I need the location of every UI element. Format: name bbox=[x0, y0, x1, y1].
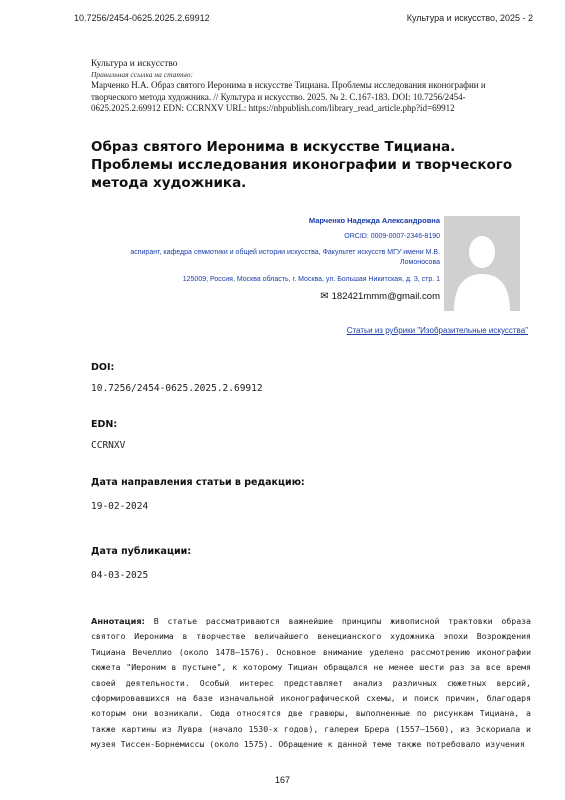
citation-reference: Марченко Н.А. Образ святого Иеронима в искусстве Тициана. Проблемы исследования иконографии и творческого метода художника. // Культура и искусство. 2025. № 2. С.167-183. DOI: 10.7256/2454-0625.2025.2.69912 EDN: CCRNXV URL: https://nbpublish.com/library_read_article.php?id=69912 bbox=[91, 80, 486, 113]
author-avatar bbox=[444, 216, 520, 311]
abstract-label: Аннотация: bbox=[91, 616, 145, 626]
author-affiliation: аспирант, кафедра семиотики и общей истории искусства, Факультет искусств МГУ имени М.В. Ломоносова bbox=[130, 249, 440, 266]
running-header-doi: 10.7256/2454-0625.2025.2.69912 bbox=[74, 13, 210, 23]
author-block bbox=[110, 216, 440, 302]
submitted-label: Дата направления статьи в редакцию: bbox=[91, 477, 305, 488]
author-email-text[interactable]: 182421mmm@gmail.com bbox=[331, 291, 440, 302]
running-header-journal: Культура и искусство, 2025 - 2 bbox=[406, 13, 533, 23]
citation-journal: Культура и искусство bbox=[91, 59, 178, 69]
citation-block bbox=[91, 58, 531, 115]
rubric-link[interactable]: Статьи из рубрики "Изобразительные искусства" bbox=[346, 326, 528, 335]
published-label: Дата публикации: bbox=[91, 546, 192, 557]
author-orcid[interactable]: ORCID: 0009-0007-2346-8190 bbox=[344, 233, 440, 240]
author-email[interactable] bbox=[110, 291, 440, 302]
author-address: 125009, Россия, Москва область, г. Москва, ул. Большая Никитская, д. 3, стр. 1 bbox=[182, 276, 440, 283]
doi-label: DOI: bbox=[91, 362, 115, 373]
abstract-text: В статье рассматриваются важнейшие принципы живописной трактовки образа святого Иеронима в творчестве величайшего венецианского художника эпохи Возрождения Тициана Вечеллио (около 1478–1576). Основное внимание уделено рассмотрению иконографии сюжета "Иероним в пустыне", к которому Тициан обращался не менее шести раз за все время своей деятельности. Особый интерес представляет анализ различных сюжетных версий, сформировавшихся на базе изначальной иконографической схемы, и поиск причин, благодаря которым они возникали. Сюда относятся две гравюры, выполненные по рисункам Тициана, а также картины из Лувра (начало 1530-х годов), галереи Брера (1557–1560), из Эскориала и музея Тиссен-Борнемиссы (около 1575). Обращение к данной теме также потребовало изучения bbox=[91, 616, 531, 750]
article-title: Образ святого Иеронима в искусстве Тициана. Проблемы исследования иконографии и творческого метода художника. bbox=[91, 139, 513, 191]
submitted-value: 19-02-2024 bbox=[91, 501, 149, 512]
page-number: 167 bbox=[274, 775, 291, 785]
abstract bbox=[91, 614, 531, 753]
published-value: 04-03-2025 bbox=[91, 570, 149, 581]
edn-label: EDN: bbox=[91, 419, 118, 430]
person-placeholder-icon bbox=[444, 216, 520, 311]
author-name[interactable]: Марченко Надежда Александровна bbox=[308, 216, 440, 225]
envelope-icon: ✉ bbox=[320, 291, 329, 302]
edn-value: CCRNXV bbox=[91, 440, 126, 451]
doi-value: 10.7256/2454-0625.2025.2.69912 bbox=[91, 383, 263, 394]
citation-label: Правильная ссылка на статью: bbox=[91, 70, 193, 79]
